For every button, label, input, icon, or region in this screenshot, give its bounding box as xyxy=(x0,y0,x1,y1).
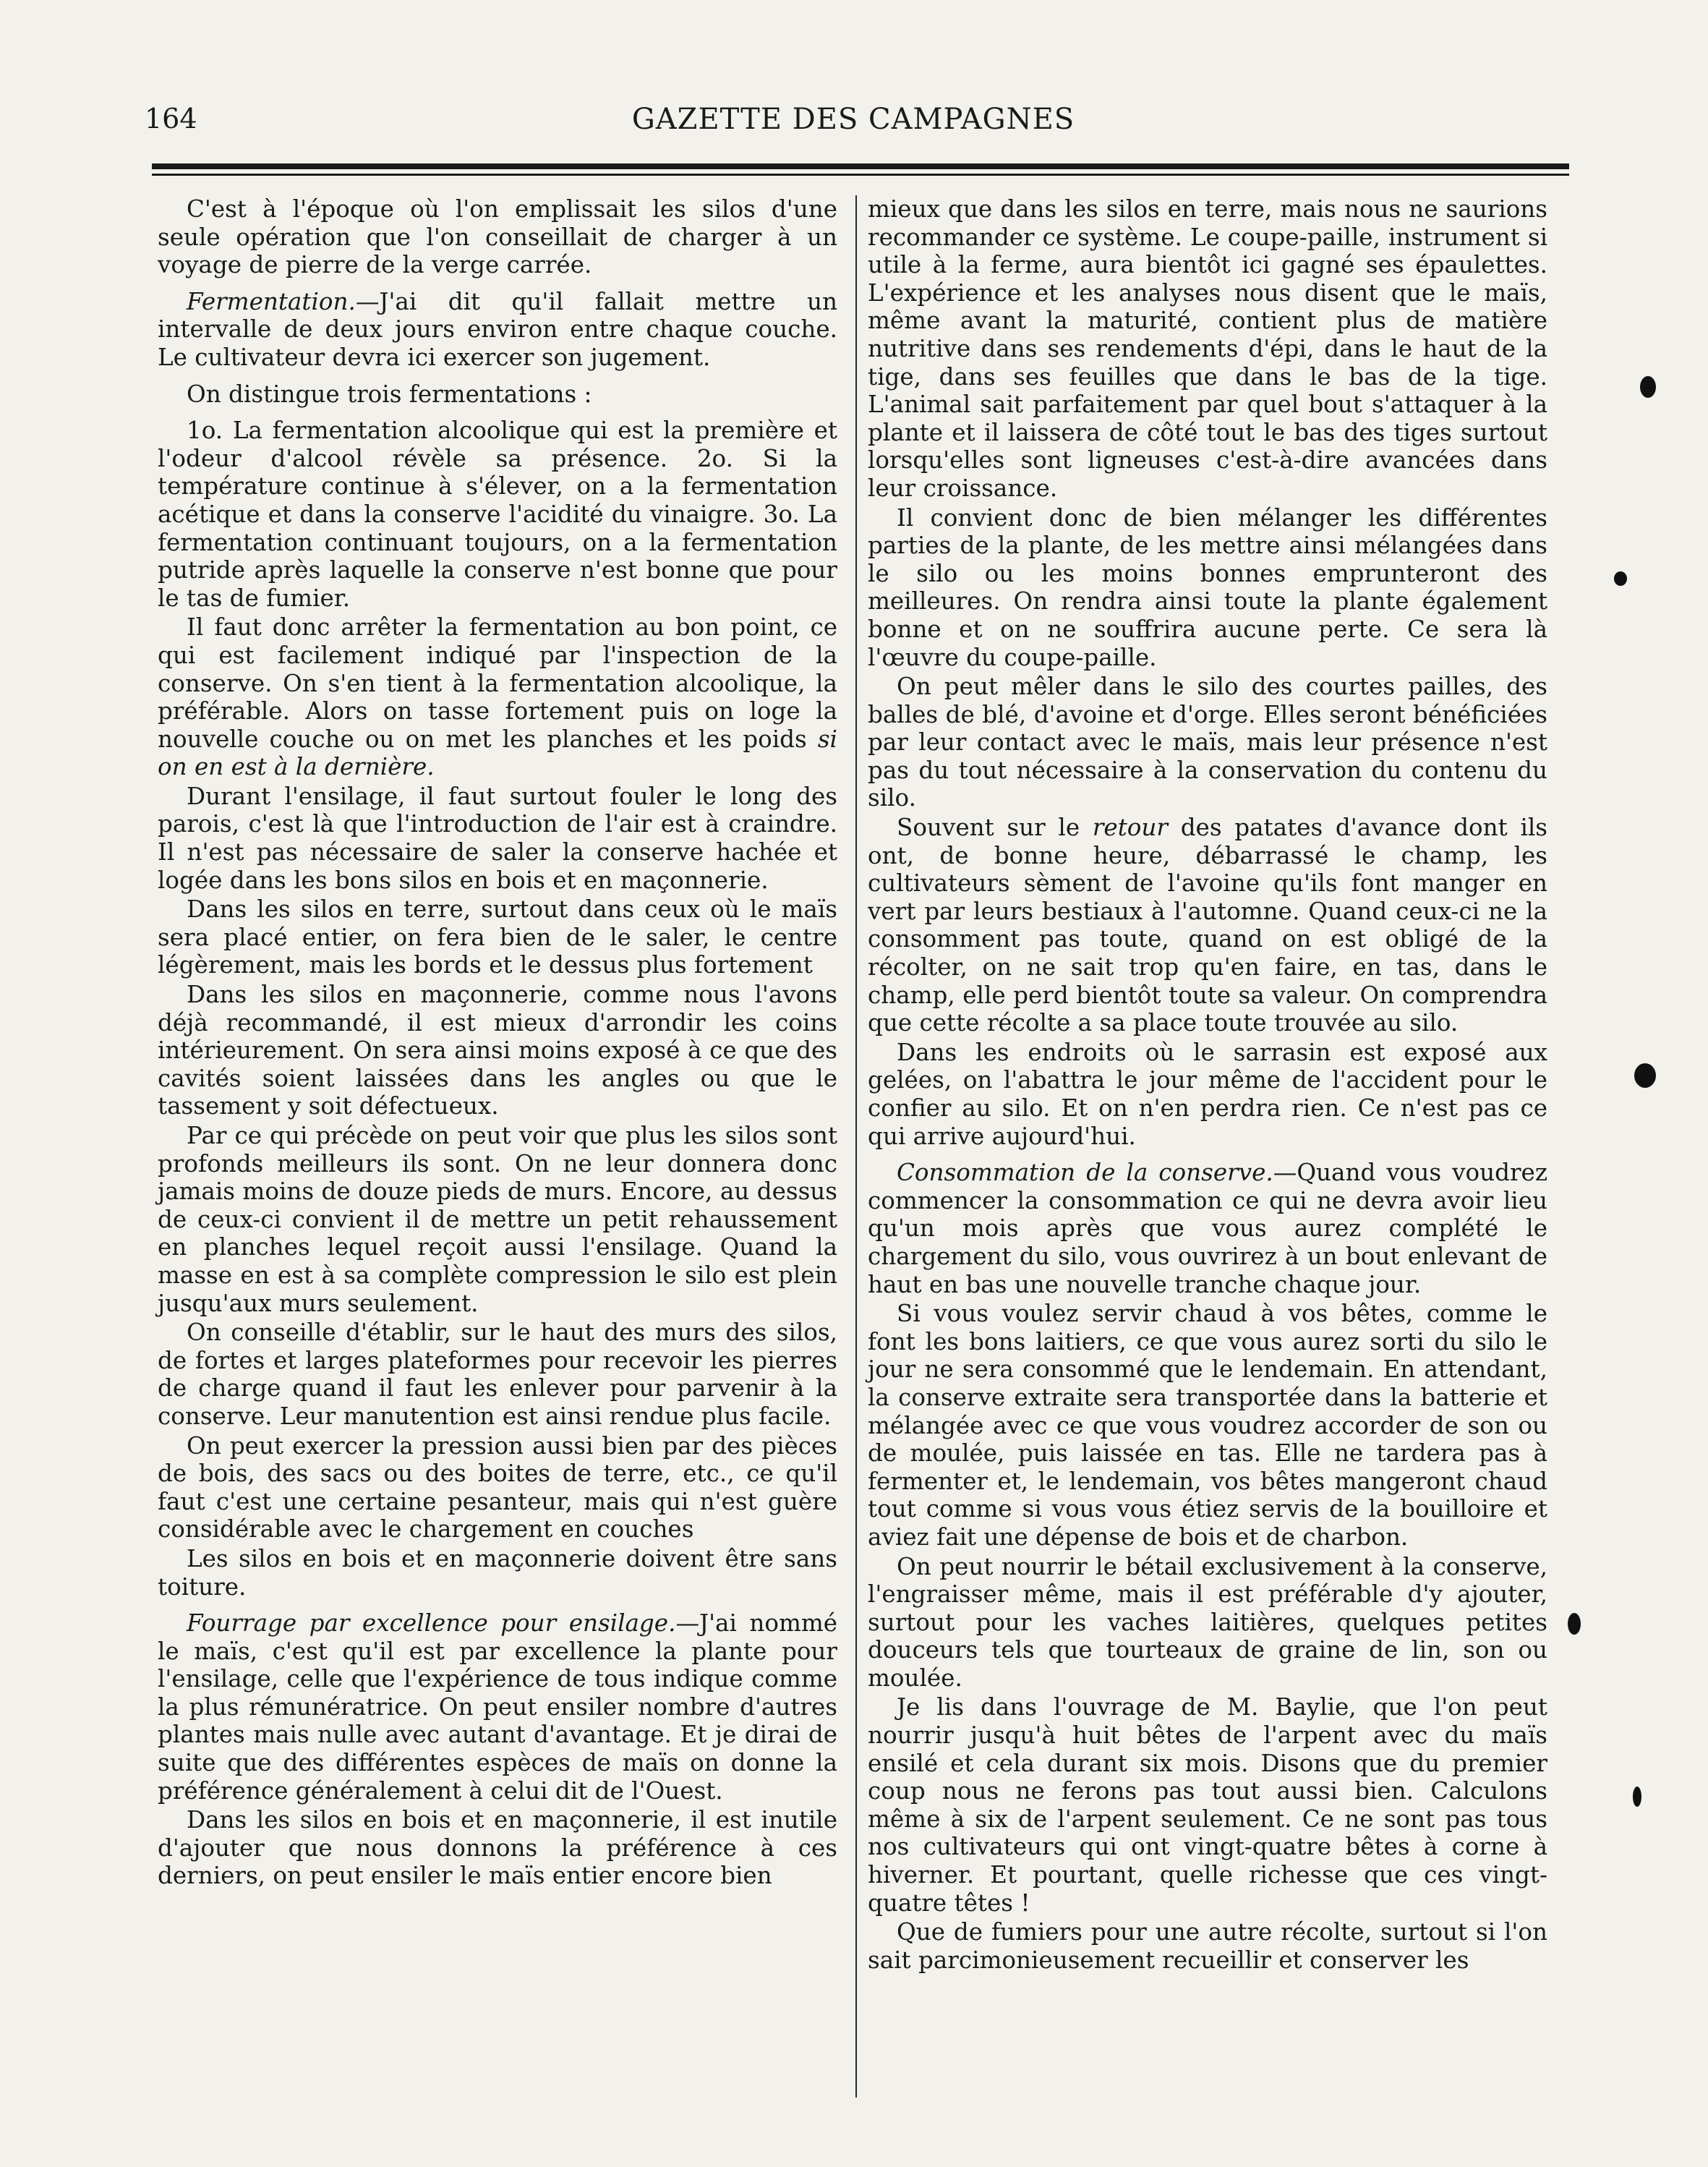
paragraph: Si vous voulez servir chaud à vos bêtes, comme le font les bons laitiers, ce que vous aurez sorti du silo le jour ne sera consommé que le lendemain. En attendant, la conserve extraite sera transportée dans la batterie et mélangée avec ce que vous voudrez accorder de son ou de moulée, puis laissée en tas. Elle ne tardera pas à fermenter et, le lendemain, vos bêtes mangeront chaud tout comme si vous vous étiez servis de la bouilloire et aviez fait une dépense de bois et de charbon. xyxy=(868,1300,1547,1551)
paragraph: Dans les silos en terre, surtout dans ceux où le maïs sera placé entier, on fera bien de le saler, le centre légèrement, mais les bords et le dessus plus fortement xyxy=(158,895,837,979)
ink-speck xyxy=(1568,1613,1581,1635)
section-heading: Fourrage par excellence pour ensilage. xyxy=(187,1609,676,1638)
ink-speck xyxy=(1633,1787,1641,1807)
paragraph: On distingue trois fermentations : xyxy=(187,380,592,408)
paragraph-text: Il faut donc arrêter la fermentation au bon point, ce qui est facilement indiqué par l'inspection de la conserve. On s'en tient à la fermentation alcoolique, la préférable. Alors on tasse fortement puis on loge la nouvelle couche ou on met les planches et les poids xyxy=(158,613,837,753)
paragraph xyxy=(868,1159,1547,1298)
paragraph: On peut mêler dans le silo des courtes pailles, des balles de blé, d'avoine et d'orge. Elles seront bénéficiées par leur contact avec le maïs, mais leur présence n'est pas du tout nécessaire à la conservation du contenu du silo. xyxy=(868,673,1547,812)
italic-text: si on en est à la dernière. xyxy=(158,725,837,781)
paragraph: Dans les endroits où le sarrasin est exposé aux gelées, on l'abattra le jour même de l'accident pour le confier au silo. Et on n'en perdra rien. Ce n'est pas ce qui arrive aujourd'hui. xyxy=(868,1038,1547,1150)
column-divider xyxy=(855,195,857,2098)
paragraph: Que de fumiers pour une autre récolte, surtout si l'on sait parcimonieusement recueillir et conserver les xyxy=(868,1918,1547,1974)
paragraph: On peut nourrir le bétail exclusivement à la conserve, l'engraisser même, mais il est préférable d'y ajouter, surtout pour les vaches laitières, quelques petites douceurs tels que tourteaux de graine de lin, son ou moulée. xyxy=(868,1552,1547,1692)
paragraph: Je lis dans l'ouvrage de M. Baylie, que l'on peut nourrir jusqu'à huit bêtes de l'arpent avec du maïs ensilé et cela durant six mois. Disons que du premier coup nous ne ferons pas tout aussi bien. Calculons même à six de l'arpent seulement. Ce ne sont pas tous nos cultivateurs qui ont vingt-quatre bêtes à corne à hiverner. Et pourtant, quelle richesse que ces vingt-quatre têtes ! xyxy=(868,1693,1547,1917)
paragraph xyxy=(158,288,837,372)
running-title: GAZETTE DES CAMPAGNES xyxy=(631,103,1075,136)
right-column xyxy=(868,195,1547,1975)
paragraph xyxy=(868,814,1547,1037)
paragraph xyxy=(158,613,837,781)
paragraph: On peut exercer la pression aussi bien par des pièces de bois, des sacs ou des boites de terre, etc., ce qu'il faut c'est une certaine pesanteur, mais qui n'est guère considérable avec le chargement en couches xyxy=(158,1431,837,1544)
paragraph: Dans les silos en maçonnerie, comme nous l'avons déjà recommandé, il est mieux d'arrondir les coins intérieurement. On sera ainsi moins exposé à ce que des cavités soient laissées dans les angles ou que le tassement y soit défectueux. xyxy=(158,981,837,1120)
paragraph: Par ce qui précède on peut voir que plus les silos sont profonds meilleurs ils sont. On ne leur donnera donc jamais moins de douze pieds de murs. Encore, au dessus de ceux-ci convient il de mettre un petit rehaussement en planches lequel reçoit aussi l'ensilage. Quand la masse en est à sa complète compression le silo est plein jusqu'aux murs seulement. xyxy=(158,1122,837,1317)
left-column xyxy=(158,195,837,1891)
paragraph: On conseille d'établir, sur le haut des murs des silos, de fortes et larges plateformes pour recevoir les pierres de charge quand il faut les enlever pour parvenir à la conserve. Leur manutention est ainsi rendue plus facile. xyxy=(158,1319,837,1430)
paragraph: Durant l'ensilage, il faut surtout fouler le long des parois, c'est là que l'introduction de l'air est à craindre. Il n'est pas nécessaire de saler la conserve hachée et logée dans les bons silos en bois et en maçonnerie. xyxy=(158,782,837,894)
paragraph-text: —J'ai nommé le maïs, c'est qu'il est par excellence la plante pour l'ensilage, celle que l'expérience de tous indique comme la plus rémunératrice. On peut ensiler nombre d'autres plantes mais nulle avec autant d'avantage. Et je dirai de suite que des différentes espèces de maïs on donne la préférence généralement à celui dit de l'Ouest. xyxy=(158,1609,838,1805)
section-heading: Fermentation. xyxy=(187,287,356,315)
paragraph-text: Souvent sur le xyxy=(897,814,1080,842)
paragraph-text: —Quand vous voudrez commencer la consommation ce qui ne devra avoir lieu qu'un mois après que vous aurez complété le chargement du silo, vous ouvrirez à un bout enlevant de haut en bas une nouvelle tranche chaque jour. xyxy=(868,1159,1547,1298)
ink-speck xyxy=(1614,571,1627,586)
page-number: 164 xyxy=(145,103,197,135)
paragraph: C'est à l'époque où l'on emplissait les silos d'une seule opération que l'on conseillait de charger à un voyage de pierre de la verge carrée. xyxy=(158,195,837,279)
italic-text: retour xyxy=(1092,814,1168,842)
ink-speck xyxy=(1634,1063,1656,1088)
page-header xyxy=(145,87,1562,152)
section-heading: Consommation de la conserve. xyxy=(897,1159,1273,1187)
paragraph: Les silos en bois et en maçonnerie doivent être sans toiture. xyxy=(158,1544,837,1601)
paragraph-text: —J'ai dit qu'il fallait mettre un intervalle de deux jours environ entre chaque couche. Le cultivateur devra ici exercer son jugement. xyxy=(158,287,837,371)
header-rule-thin xyxy=(152,174,1569,176)
paragraph: mieux que dans les silos en terre, mais nous ne saurions recommander ce système. Le coupe-paille, instrument si utile à la ferme, aura bientôt ici gagné ses épaulettes. L'expérience et les analyses nous disent que le maïs, même avant la maturité, contient plus de matière nutritive dans ses rendements d'épi, dans le haut de la tige, dans ses feuilles que dans le bas de la tige. L'animal sait parfaitement par quel bout s'attaquer à la plante et il laissera de côté tout le bas des tiges surtout lorsqu'elles sont ligneuses c'est-à-dire avancées dans leur croissance. xyxy=(868,195,1547,502)
paragraph-text: des patates d'avance dont ils ont, de bonne heure, débarrassé le champ, les cultivateurs sèment de l'avoine qu'ils font manger en vert par leurs bestiaux à l'automne. Quand ceux-ci ne la consomment pas toute, quand on est obligé de la récolter, on ne sait trop qu'en faire, en tas, dans le champ, elle perd bientôt toute sa valeur. On comprendra que cette récolte a sa place toute trouvée au silo. xyxy=(868,814,1548,1037)
paragraph xyxy=(158,1609,837,1805)
paragraph: 1o. La fermentation alcoolique qui est la première et l'odeur d'alcool révèle sa présence. 2o. Si la température continue à s'élever, on a la fermentation acétique et dans la conserve l'acidité du vinaigre. 3o. La fermentation continuant toujours, on a la fermentation putride après laquelle la conserve n'est bonne que pour le tas de fumier. xyxy=(158,417,837,612)
paragraph: Il convient donc de bien mélanger les différentes parties de la plante, de les mettre ainsi mélangées dans le silo ou les moins bonnes emprunteront des meilleures. On rendra ainsi toute la plante également bonne et on ne souffrira aucune perte. Ce sera là l'œuvre du coupe-paille. xyxy=(868,503,1547,671)
header-rule-thick xyxy=(152,163,1569,169)
ink-speck xyxy=(1640,376,1656,398)
paragraph: Dans les silos en bois et en maçonnerie, il est inutile d'ajouter que nous donnons la préférence à ces derniers, on peut ensiler le maïs entier encore bien xyxy=(158,1806,837,1890)
